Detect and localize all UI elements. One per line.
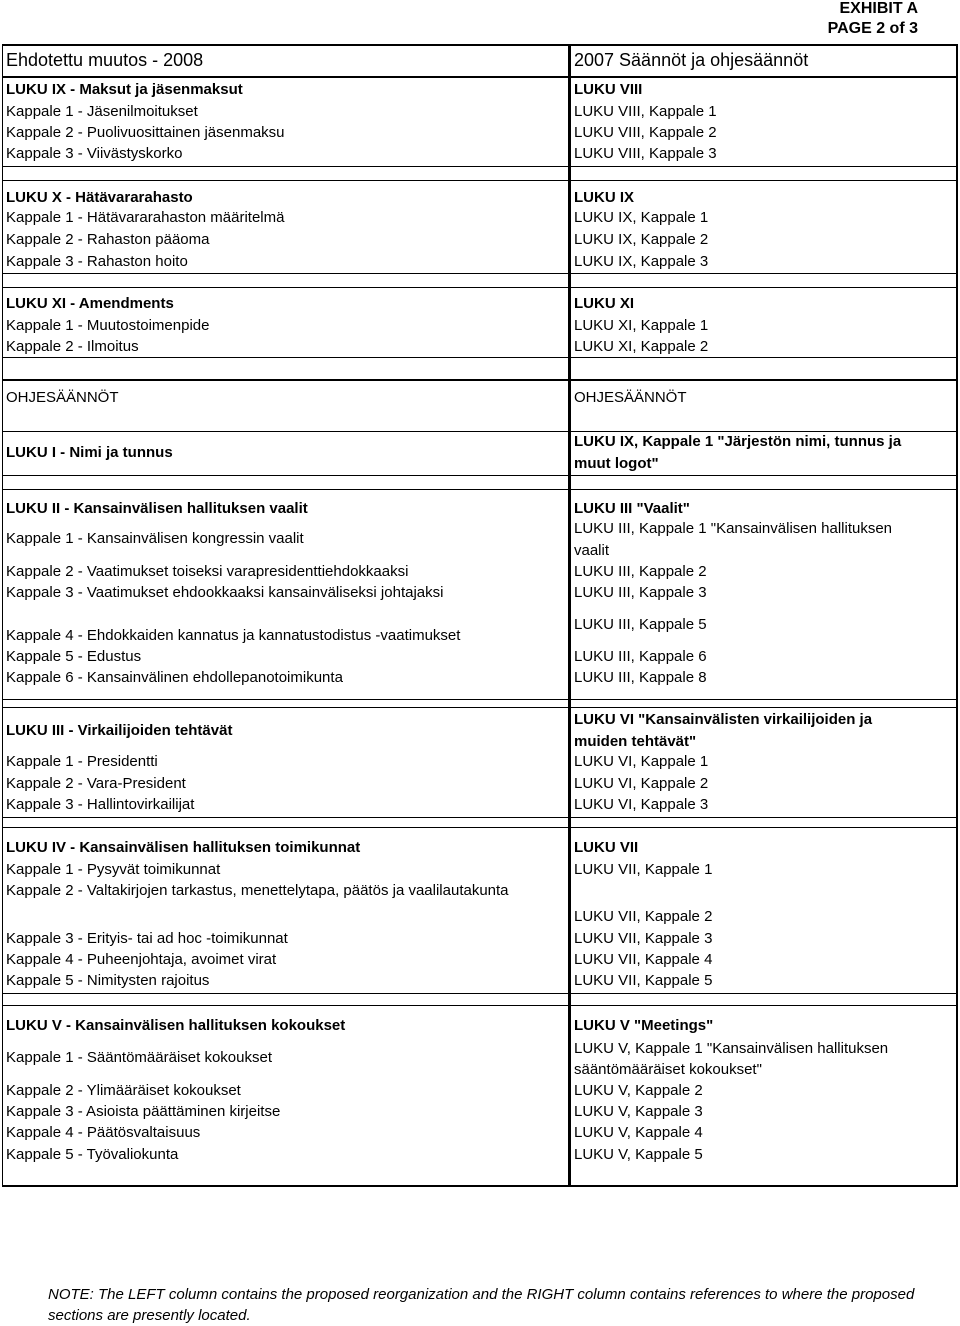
row-reference-right-line-1: LUKU IX, Kappale 1 "Järjestön nimi, tunnus ja bbox=[574, 433, 902, 450]
section-title-left: LUKU IX - Maksut ja jäsenmaksut bbox=[6, 81, 243, 98]
row-label-left: Kappale 1 - Jäsenilmoitukset bbox=[6, 103, 198, 120]
column-divider bbox=[568, 44, 571, 1187]
row-reference-right-line-2: sääntömääräiset kokoukset" bbox=[574, 1061, 762, 1078]
row-reference-right: LUKU III, Kappale 2 bbox=[574, 563, 707, 580]
section-title-left: LUKU V - Kansainvälisen hallituksen kokoukset bbox=[6, 1017, 346, 1034]
row-separator bbox=[2, 475, 958, 476]
footnote: NOTE: The LEFT column contains the proposed reorganization and the RIGHT column contains references to where the proposed sections are presently located. bbox=[48, 1286, 915, 1324]
section-reference-right: LUKU VIII bbox=[574, 81, 643, 98]
row-reference-right: LUKU III, Kappale 5 bbox=[574, 616, 707, 633]
row-reference-right: LUKU XI, Kappale 2 bbox=[574, 338, 709, 355]
section-title-left: LUKU I - Nimi ja tunnus bbox=[6, 444, 173, 461]
row-separator bbox=[2, 1005, 958, 1006]
table-top-rule bbox=[2, 44, 958, 46]
row-label-left: Kappale 2 - Rahaston pääoma bbox=[6, 231, 210, 248]
row-reference-right-line-2: muut logot" bbox=[574, 455, 659, 472]
row-reference-right-line-1: LUKU VI "Kansainvälisten virkailijoiden ja bbox=[574, 711, 873, 728]
row-label-left: Kappale 1 - Sääntömääräiset kokoukset bbox=[6, 1049, 272, 1066]
row-label-left: Kappale 2 - Vara-President bbox=[6, 775, 186, 792]
row-reference-right: LUKU VII, Kappale 5 bbox=[574, 972, 713, 989]
row-reference-right: LUKU V, Kappale 3 bbox=[574, 1103, 703, 1120]
row-separator bbox=[2, 827, 958, 828]
row-label-left: Kappale 2 - Valtakirjojen tarkastus, menettelytapa, päätös ja vaalilautakunta bbox=[6, 882, 509, 899]
row-reference-right-line-2: muiden tehtävät" bbox=[574, 733, 697, 750]
section-title-left: LUKU III - Virkailijoiden tehtävät bbox=[6, 722, 233, 739]
row-reference-right: LUKU VIII, Kappale 2 bbox=[574, 124, 717, 141]
row-reference-right: LUKU V, Kappale 4 bbox=[574, 1124, 703, 1141]
row-reference-right: LUKU V, Kappale 5 bbox=[574, 1146, 703, 1163]
row-reference-right: LUKU IX, Kappale 1 bbox=[574, 209, 709, 226]
row-label-left: Kappale 1 - Presidentti bbox=[6, 753, 158, 770]
row-label-left: Kappale 4 - Päätösvaltaisuus bbox=[6, 1124, 201, 1141]
row-reference-right: LUKU XI, Kappale 1 bbox=[574, 317, 709, 334]
row-reference-right: LUKU VI, Kappale 3 bbox=[574, 796, 709, 813]
row-label-left: Kappale 3 - Hallintovirkailijat bbox=[6, 796, 195, 813]
row-reference-right: LUKU VIII, Kappale 1 bbox=[574, 103, 717, 120]
row-separator bbox=[2, 273, 958, 274]
row-reference-right-line-1: LUKU V, Kappale 1 "Kansainvälisen hallituksen bbox=[574, 1040, 889, 1057]
page-number: PAGE 2 of 3 bbox=[827, 20, 918, 37]
row-label-left: Kappale 3 - Erityis- tai ad hoc -toimikunnat bbox=[6, 930, 288, 947]
row-reference-right: LUKU VIII, Kappale 3 bbox=[574, 145, 717, 162]
row-label-left: Kappale 5 - Työvaliokunta bbox=[6, 1146, 179, 1163]
row-label-left: Kappale 3 - Rahaston hoito bbox=[6, 253, 188, 270]
row-reference-right: LUKU III, Kappale 8 bbox=[574, 669, 707, 686]
row-separator bbox=[2, 180, 958, 181]
row-label-left: Kappale 5 - Edustus bbox=[6, 648, 142, 665]
row-label-left: Kappale 2 - Ilmoitus bbox=[6, 338, 139, 355]
left-column-header: Ehdotettu muutos - 2008 bbox=[6, 50, 204, 70]
row-reference-right: LUKU III, Kappale 6 bbox=[574, 648, 707, 665]
section-title-left: LUKU II - Kansainvälisen hallituksen vaalit bbox=[6, 500, 308, 517]
row-label-left: Kappale 3 - Viivästyskorko bbox=[6, 145, 183, 162]
row-label-left: Kappale 6 - Kansainvälinen ehdollepanotoimikunta bbox=[6, 669, 343, 686]
row-label-left: OHJESÄÄNNÖT bbox=[6, 389, 119, 406]
row-separator bbox=[2, 489, 958, 490]
row-label-left: Kappale 3 - Asioista päättäminen kirjeitse bbox=[6, 1103, 281, 1120]
row-reference-right: LUKU VI, Kappale 2 bbox=[574, 775, 709, 792]
row-separator bbox=[2, 707, 958, 708]
section-reference-right: LUKU III "Vaalit" bbox=[574, 500, 690, 517]
section-title-left: LUKU X - Hätävararahasto bbox=[6, 189, 193, 206]
row-reference-right: LUKU VII, Kappale 3 bbox=[574, 930, 713, 947]
row-label-left: Kappale 1 - Pysyvät toimikunnat bbox=[6, 861, 221, 878]
section-reference-right: LUKU XI bbox=[574, 295, 634, 312]
right-column-header: 2007 Säännöt ja ohjesäännöt bbox=[574, 50, 809, 70]
row-reference-right-line-1: LUKU III, Kappale 1 "Kansainvälisen hallituksen bbox=[574, 520, 893, 537]
row-reference-right: LUKU VII, Kappale 1 bbox=[574, 861, 713, 878]
row-label-left: Kappale 2 - Puolivuosittainen jäsenmaksu bbox=[6, 124, 285, 141]
row-reference-right: OHJESÄÄNNÖT bbox=[574, 389, 687, 406]
row-label-left: Kappale 1 - Kansainvälisen kongressin vaalit bbox=[6, 530, 304, 547]
section-title-left: LUKU XI - Amendments bbox=[6, 295, 174, 312]
section-reference-right: LUKU IX bbox=[574, 189, 634, 206]
row-label-left: Kappale 4 - Puheenjohtaja, avoimet virat bbox=[6, 951, 277, 968]
row-label-left: Kappale 2 - Vaatimukset toiseksi varapresidenttiehdokkaaksi bbox=[6, 563, 409, 580]
section-title-left: LUKU IV - Kansainvälisen hallituksen toimikunnat bbox=[6, 839, 361, 856]
exhibit-label: EXHIBIT A bbox=[839, 0, 918, 17]
row-separator bbox=[2, 993, 958, 994]
row-reference-right: LUKU III, Kappale 3 bbox=[574, 584, 707, 601]
row-label-left: Kappale 1 - Muutostoimenpide bbox=[6, 317, 210, 334]
row-separator bbox=[2, 379, 958, 381]
section-reference-right: LUKU V "Meetings" bbox=[574, 1017, 714, 1034]
row-reference-right: LUKU IX, Kappale 3 bbox=[574, 253, 709, 270]
row-label-left: Kappale 3 - Vaatimukset ehdookkaaksi kansainväliseksi johtajaksi bbox=[6, 584, 444, 601]
row-separator bbox=[2, 699, 958, 700]
row-reference-right-line-2: vaalit bbox=[574, 542, 610, 559]
row-label-left: Kappale 4 - Ehdokkaiden kannatus ja kannatustodistus -vaatimukset bbox=[6, 627, 461, 644]
row-reference-right: LUKU V, Kappale 2 bbox=[574, 1082, 703, 1099]
row-label-left: Kappale 5 - Nimitysten rajoitus bbox=[6, 972, 210, 989]
section-reference-right: LUKU VII bbox=[574, 839, 639, 856]
row-reference-right: LUKU VII, Kappale 4 bbox=[574, 951, 713, 968]
row-reference-right: LUKU VII, Kappale 2 bbox=[574, 908, 713, 925]
row-label-left: Kappale 2 - Ylimääräiset kokoukset bbox=[6, 1082, 241, 1099]
row-reference-right: LUKU VI, Kappale 1 bbox=[574, 753, 709, 770]
row-separator bbox=[2, 357, 958, 358]
row-separator bbox=[2, 817, 958, 818]
row-label-left: Kappale 1 - Hätävararahaston määritelmä bbox=[6, 209, 285, 226]
row-separator bbox=[2, 166, 958, 167]
row-separator bbox=[2, 287, 958, 288]
header-rule bbox=[2, 76, 958, 78]
row-reference-right: LUKU IX, Kappale 2 bbox=[574, 231, 709, 248]
